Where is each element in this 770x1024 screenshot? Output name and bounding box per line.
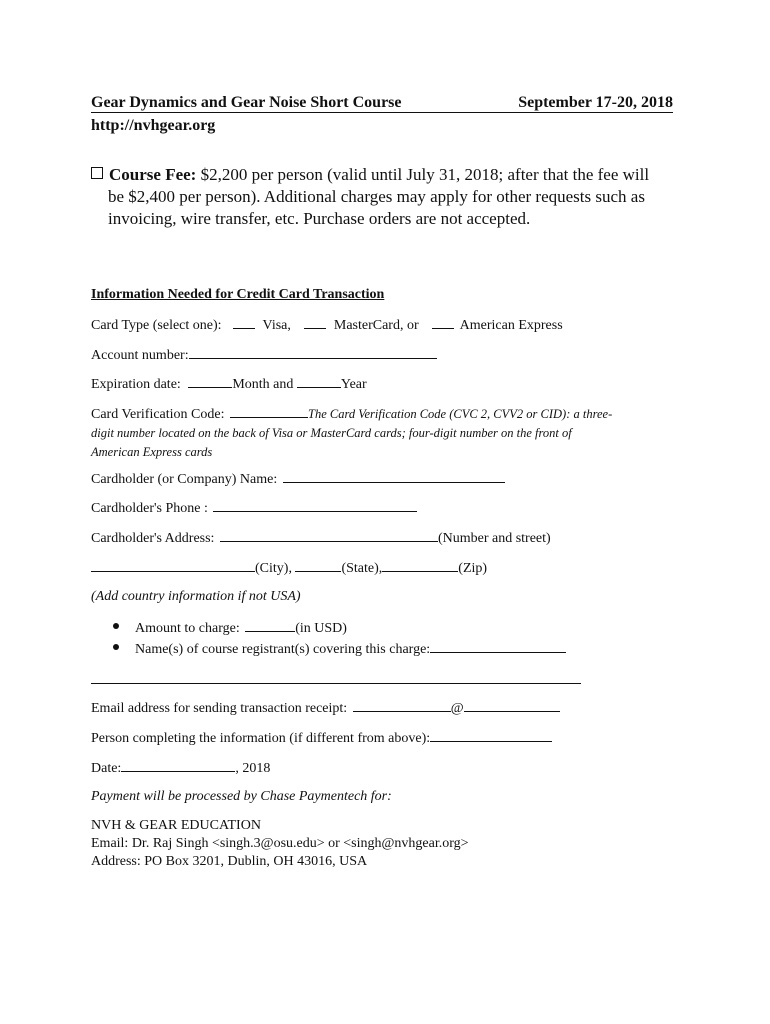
address-row (91, 529, 551, 547)
email-user-field[interactable] (353, 699, 451, 712)
cvc-label: Card Verification Code: (91, 407, 225, 422)
date-field[interactable] (121, 759, 235, 772)
amount-field[interactable] (245, 619, 295, 632)
phone-label: Cardholder's Phone : (91, 501, 208, 516)
account-number-row (91, 346, 437, 364)
expiration-label: Expiration date: (91, 377, 181, 392)
account-number-label: Account number: (91, 348, 189, 363)
registrants-label: Name(s) of course registrant(s) covering this charge: (135, 642, 431, 657)
visa-label: Visa, (262, 318, 291, 333)
date-year: , 2018 (235, 761, 271, 776)
cvc-block (91, 405, 691, 462)
year-label: Year (340, 377, 367, 392)
email-at: @ (450, 701, 464, 716)
amex-blank[interactable] (432, 316, 454, 329)
checkbox-icon (91, 167, 103, 179)
course-fee-paragraph (91, 164, 681, 230)
visa-blank[interactable] (233, 316, 255, 329)
email-domain-field[interactable] (464, 699, 560, 712)
fee-line-3: invoicing, wire transfer, etc. Purchase orders are not accepted. (108, 209, 531, 228)
contact-block (91, 817, 469, 871)
contact-org: NVH & GEAR EDUCATION (91, 818, 261, 833)
email-label: Email address for sending transaction receipt: (91, 701, 348, 716)
amount-unit: (in USD) (295, 621, 347, 636)
expiration-year-field[interactable] (297, 375, 341, 388)
cardholder-name-label: Cardholder (or Company) Name: (91, 472, 278, 487)
date-row (91, 759, 270, 777)
state-field[interactable] (295, 559, 341, 572)
contact-address: Address: PO Box 3201, Dublin, OH 43016, USA (91, 854, 368, 869)
bullet-icon (113, 623, 119, 629)
person-completing-row (91, 729, 552, 747)
header-underline (91, 112, 673, 113)
fee-line-1: $2,200 per person (valid until July 31, 2018; after that the fee will (196, 165, 650, 184)
mastercard-blank[interactable] (304, 316, 326, 329)
cvc-field[interactable] (230, 405, 308, 418)
section-title: Information Needed for Credit Card Transaction (91, 287, 385, 302)
email-row (91, 699, 560, 717)
cardholder-name-field[interactable] (283, 470, 505, 483)
bullet-icon (113, 644, 119, 650)
card-type-row (91, 316, 563, 334)
expiration-row (91, 375, 367, 393)
city-field[interactable] (91, 559, 255, 572)
address-street-field[interactable] (220, 529, 438, 542)
city-label: (City), (255, 561, 292, 576)
amount-bullet (113, 619, 347, 637)
cvc-note-1: The Card Verification Code (CVC 2, CVV2 or CID): a three- (308, 407, 613, 421)
amex-label: American Express (459, 318, 563, 333)
course-title: Gear Dynamics and Gear Noise Short Course (91, 94, 402, 111)
contact-email[interactable]: Email: Dr. Raj Singh <singh.3@osu.edu> or <singh@nvhgear.org> (91, 836, 469, 851)
expiration-month-field[interactable] (188, 375, 232, 388)
registrants-bullet (113, 640, 566, 658)
number-street-label: (Number and street) (437, 531, 551, 546)
payment-note: Payment will be processed by Chase Paymentech for: (91, 789, 392, 804)
registrants-continuation-line[interactable] (91, 683, 581, 684)
fee-line-2: be $2,400 per person). Additional charges may apply for other requests such as (108, 187, 645, 206)
phone-row (91, 499, 417, 517)
card-type-label: Card Type (select one): (91, 318, 222, 333)
country-note: (Add country information if not USA) (91, 589, 301, 604)
amount-label: Amount to charge: (135, 621, 240, 636)
course-url[interactable]: http://nvhgear.org (91, 117, 216, 134)
cvc-note-2: digit number located on the back of Visa or MasterCard cards; four-digit number on the front of (91, 426, 572, 440)
zip-label: (Zip) (458, 561, 488, 576)
course-fee-label: Course Fee: (109, 165, 197, 184)
zip-field[interactable] (382, 559, 458, 572)
mastercard-label: MasterCard, or (333, 318, 419, 333)
cvc-note-3: American Express cards (91, 445, 213, 459)
registrants-field[interactable] (430, 640, 566, 653)
month-label: Month and (232, 377, 294, 392)
course-date: September 17-20, 2018 (518, 94, 673, 111)
phone-field[interactable] (213, 499, 417, 512)
date-label: Date: (91, 761, 122, 776)
cardholder-name-row (91, 470, 505, 488)
city-state-zip-row (91, 559, 487, 577)
person-completing-label: Person completing the information (if different from above): (91, 731, 431, 746)
account-number-field[interactable] (189, 346, 437, 359)
state-label: (State), (341, 561, 383, 576)
person-completing-field[interactable] (430, 729, 552, 742)
address-label: Cardholder's Address: (91, 531, 215, 546)
